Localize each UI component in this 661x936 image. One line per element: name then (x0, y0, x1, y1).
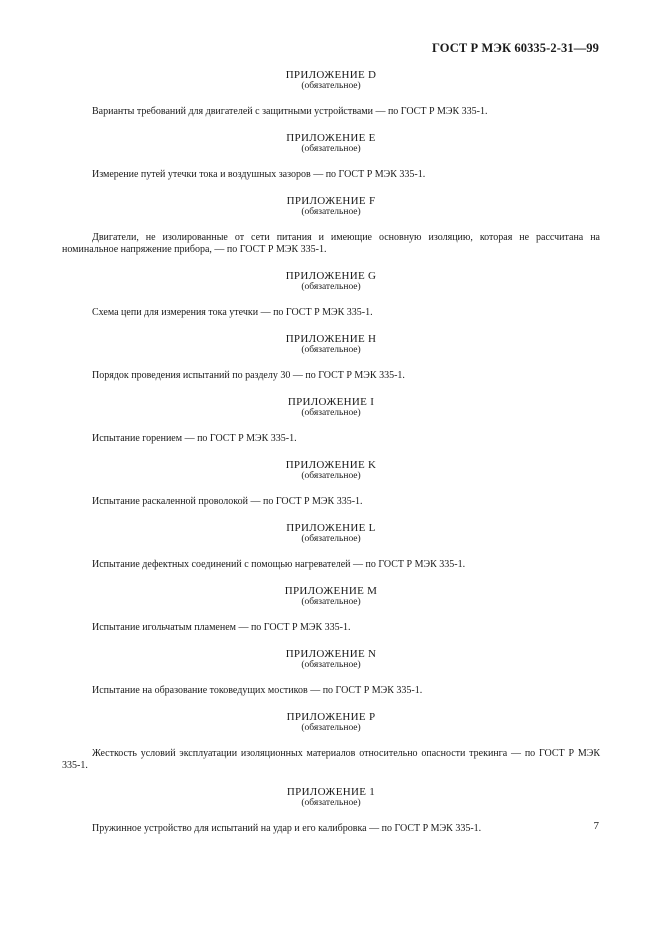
appendix-title: ПРИЛОЖЕНИЕ I (287, 396, 375, 408)
appendix-l (62, 523, 600, 571)
appendix-text: Испытание на образование токоведущих мостиков — по ГОСТ Р МЭК 335-1. (92, 685, 423, 696)
appendix-text: Двигатели, не изолированные от сети питания и имеющие основную изоляцию, которая не рассчитана на номинальное напряжение прибора, — по ГОСТ Р МЭК 335-1. (62, 232, 600, 255)
appendix-status: (обязательное) (301, 207, 361, 217)
appendix-status: (обязательное) (301, 282, 361, 292)
appendix-text: Варианты требований для двигателей с защитными устройствами — по ГОСТ Р МЭК 335-1. (92, 106, 488, 117)
appendix-title: ПРИЛОЖЕНИЕ E (286, 132, 376, 144)
appendix-text: Испытание раскаленной проволокой — по ГОСТ Р МЭК 335-1. (92, 496, 363, 507)
document-header: ГОСТ Р МЭК 60335-2-31—99 (432, 41, 599, 55)
appendix-e (62, 133, 600, 181)
appendix-status: (обязательное) (301, 798, 361, 808)
appendix-title: ПРИЛОЖЕНИЕ 1 (286, 786, 376, 798)
appendix-status: (обязательное) (301, 660, 361, 670)
appendix-k (62, 460, 600, 508)
appendix-status: (обязательное) (301, 534, 361, 544)
appendix-title: ПРИЛОЖЕНИЕ H (285, 333, 377, 345)
appendix-status: (обязательное) (301, 597, 361, 607)
appendix-text: Схема цепи для измерения тока утечки — по ГОСТ Р МЭК 335-1. (92, 307, 373, 318)
appendix-status: (обязательное) (301, 408, 361, 418)
appendix-status: (обязательное) (301, 471, 361, 481)
appendix-text: Жесткость условий эксплуатации изоляционных материалов относительно опасности трекинга — по ГОСТ Р МЭК 335-1. (62, 748, 600, 771)
appendix-title: ПРИЛОЖЕНИЕ D (285, 69, 377, 81)
appendix-text: Испытание горением — по ГОСТ Р МЭК 335-1. (92, 433, 297, 444)
appendix-text: Испытание игольчатым пламенем — по ГОСТ Р МЭК 335-1. (92, 622, 351, 633)
appendix-status: (обязательное) (301, 345, 361, 355)
appendix-status: (обязательное) (301, 81, 361, 91)
appendix-list (62, 70, 600, 850)
appendix-1 (62, 787, 600, 835)
appendix-title: ПРИЛОЖЕНИЕ G (285, 270, 377, 282)
appendix-h (62, 334, 600, 382)
appendix-d (62, 70, 600, 118)
appendix-text: Порядок проведения испытаний по разделу 30 — по ГОСТ Р МЭК 335-1. (92, 370, 405, 381)
page-number: 7 (593, 820, 599, 832)
appendix-g (62, 271, 600, 319)
appendix-i (62, 397, 600, 445)
appendix-title: ПРИЛОЖЕНИЕ N (285, 648, 377, 660)
appendix-text: Испытание дефектных соединений с помощью нагревателей — по ГОСТ Р МЭК 335-1. (92, 559, 466, 570)
appendix-p (62, 712, 600, 772)
appendix-title: ПРИЛОЖЕНИЕ L (286, 522, 376, 534)
appendix-n (62, 649, 600, 697)
appendix-status: (обязательное) (301, 723, 361, 733)
appendix-f (62, 196, 600, 256)
appendix-title: ПРИЛОЖЕНИЕ K (285, 459, 377, 471)
appendix-title: ПРИЛОЖЕНИЕ P (286, 711, 376, 723)
appendix-title: ПРИЛОЖЕНИЕ M (284, 585, 378, 597)
appendix-status: (обязательное) (301, 144, 361, 154)
appendix-text: Измерение путей утечки тока и воздушных зазоров — по ГОСТ Р МЭК 335-1. (92, 169, 426, 180)
appendix-title: ПРИЛОЖЕНИЕ F (286, 195, 376, 207)
appendix-text: Пружинное устройство для испытаний на удар и его калибровка — по ГОСТ Р МЭК 335-1. (92, 823, 482, 834)
appendix-m (62, 586, 600, 634)
